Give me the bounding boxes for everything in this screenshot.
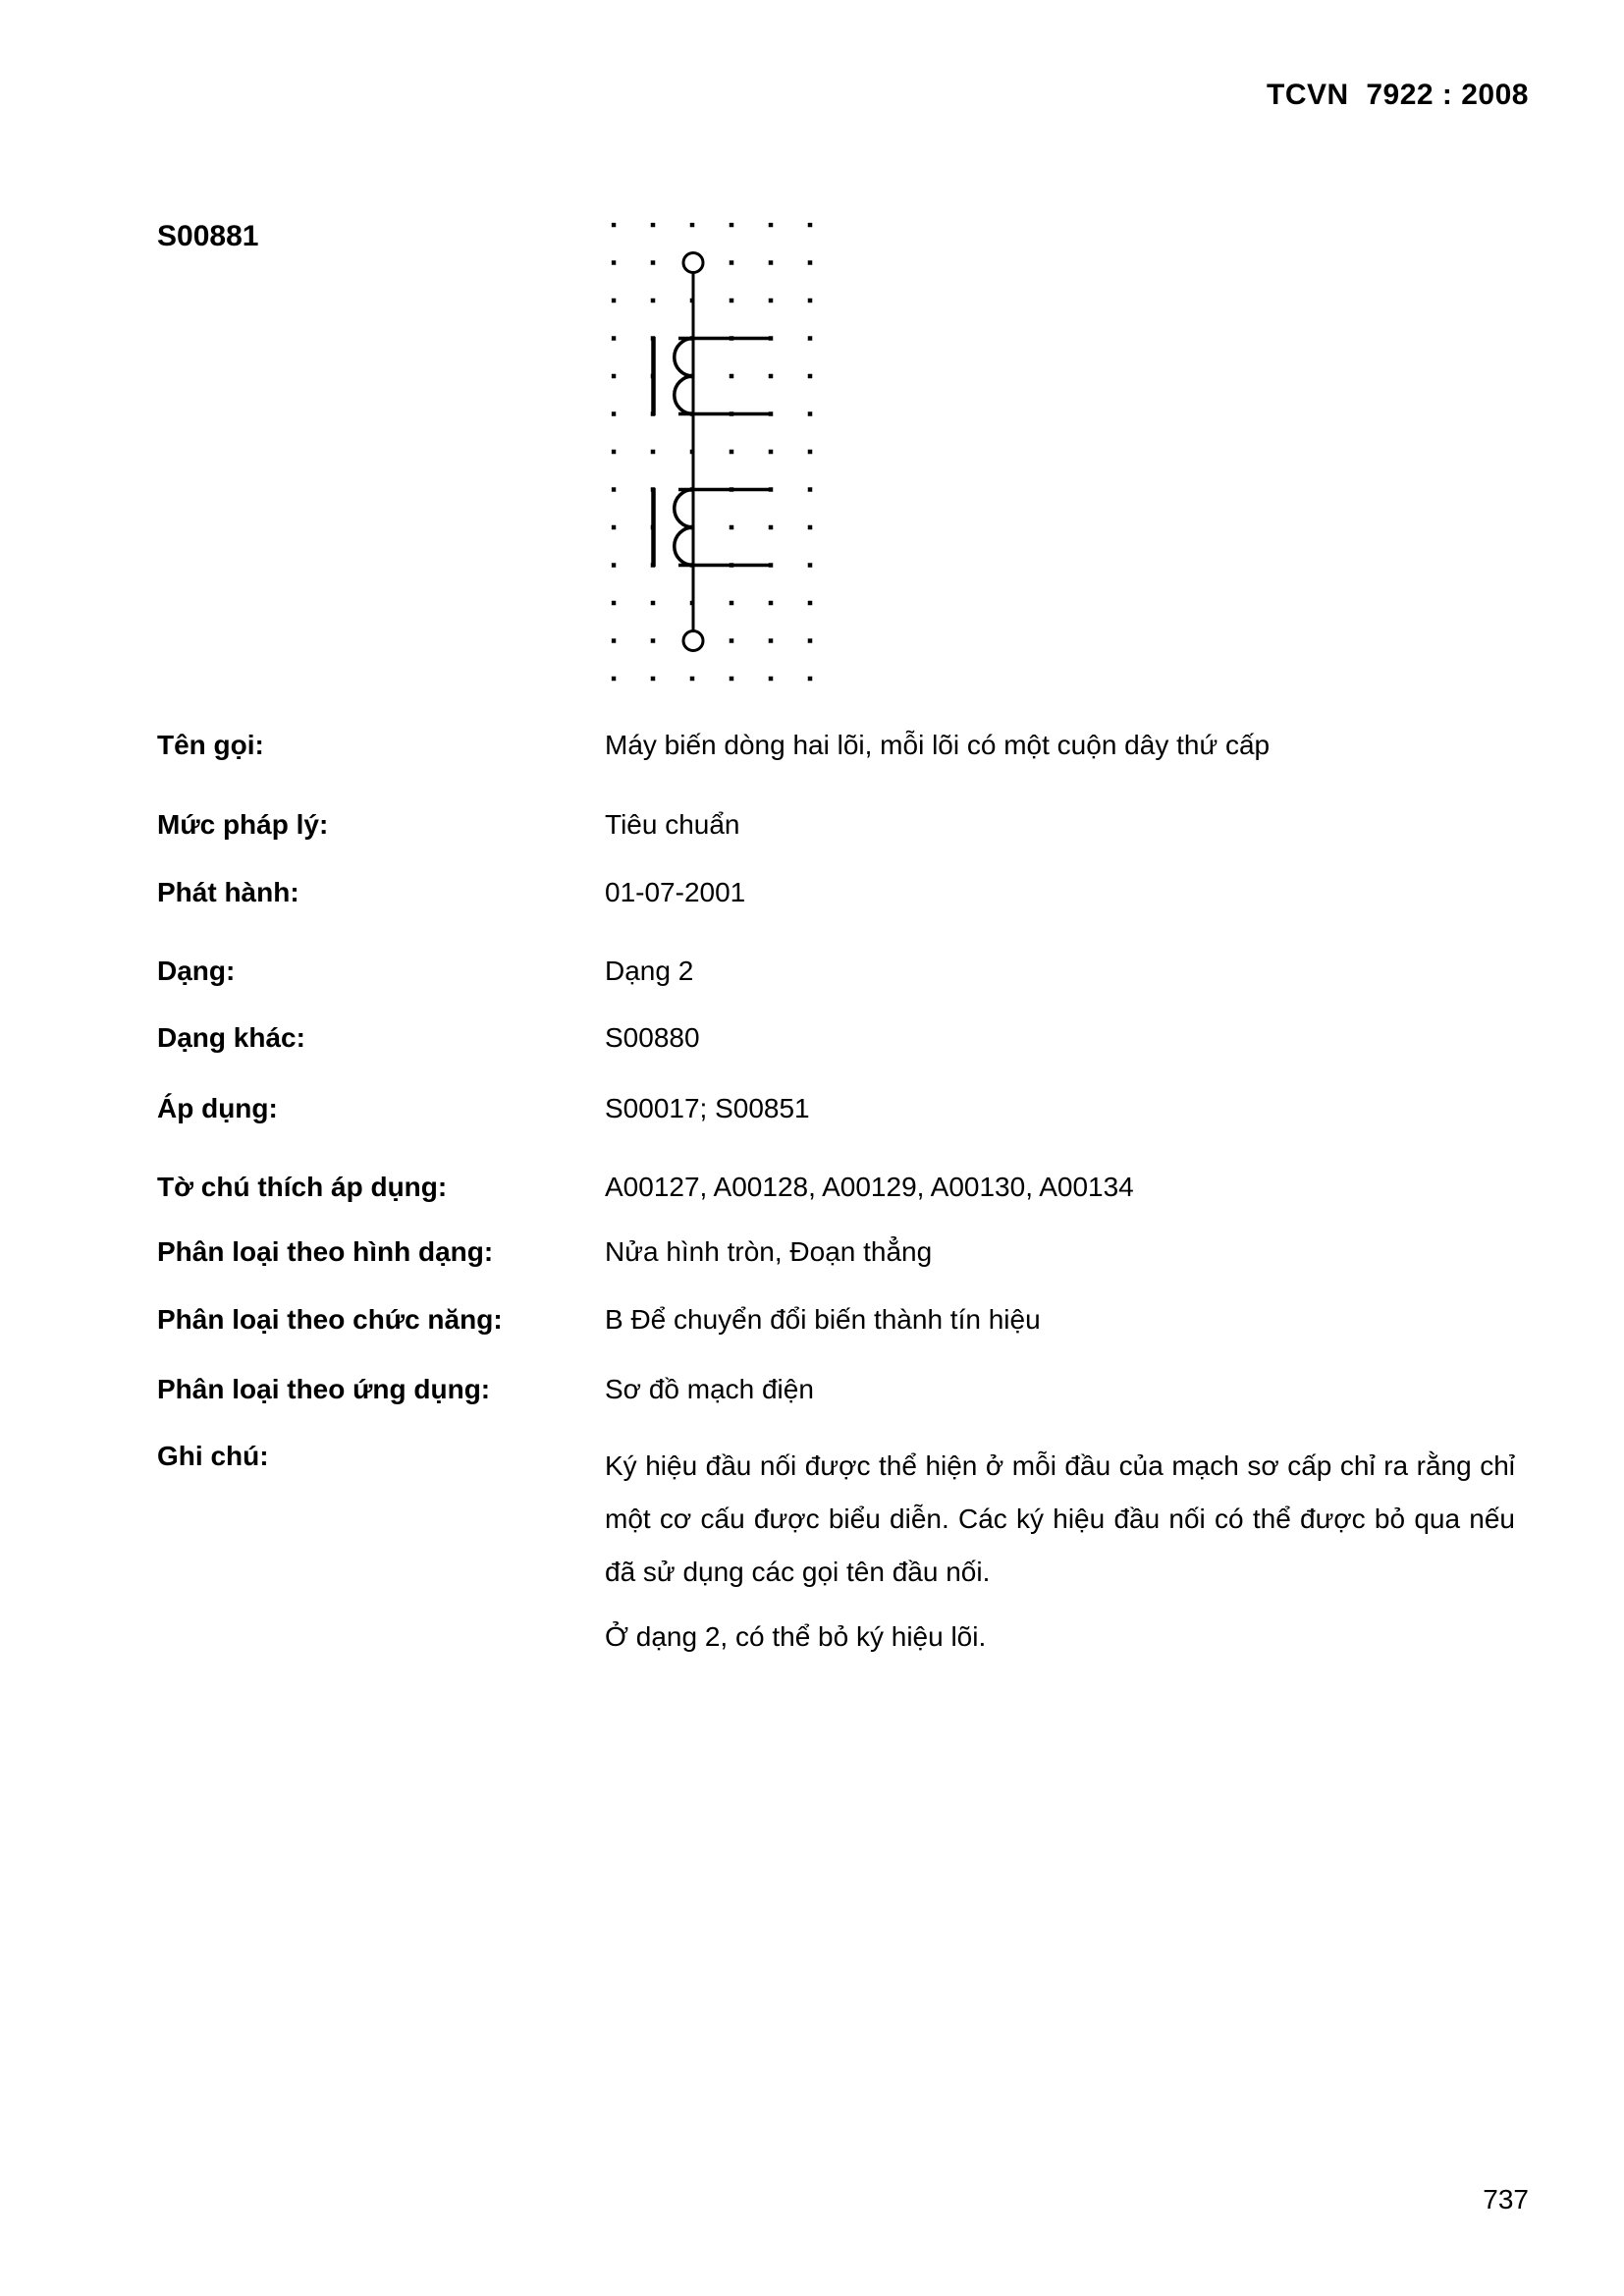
- field-label: Mức pháp lý:: [157, 809, 329, 840]
- field-value: Nửa hình tròn, Đoạn thẳng: [605, 1236, 933, 1267]
- field-value: S00880: [605, 1022, 700, 1053]
- field-label: Dạng:: [157, 956, 236, 986]
- field-label: Phân loại theo chức năng:: [157, 1304, 503, 1335]
- field-row-to-chu-thich: [157, 1171, 1515, 1204]
- field-label: Tên gọi:: [157, 730, 264, 760]
- field-value: Dạng 2: [605, 956, 694, 986]
- field-row-phan-loai-chuc-nang: [157, 1303, 1515, 1337]
- field-label: Phát hành:: [157, 877, 299, 907]
- dot-grid: [612, 223, 813, 682]
- note-paragraph-2: Ở dạng 2, có thể bỏ ký hiệu lõi.: [605, 1621, 987, 1652]
- field-value: A00127, A00128, A00129, A00130, A00134: [605, 1172, 1134, 1202]
- terminal-circle-bottom: [683, 631, 703, 651]
- field-value: 01-07-2001: [605, 877, 746, 907]
- terminal-circle-top: [683, 253, 703, 273]
- field-row-dang: [157, 955, 1515, 988]
- field-row-muc-phap-ly: [157, 808, 1515, 842]
- field-label: Áp dụng:: [157, 1093, 278, 1123]
- field-label: Dạng khác:: [157, 1022, 305, 1053]
- standard-code-header: TCVN 7922 : 2008: [1267, 79, 1529, 111]
- field-value: B Để chuyển đổi biến thành tín hiệu: [605, 1304, 1041, 1335]
- field-row-phan-loai-ung-dung: [157, 1373, 1515, 1406]
- field-row-phat-hanh: [157, 876, 1515, 909]
- field-value: S00017; S00851: [605, 1093, 810, 1123]
- field-row-dang-khac: [157, 1021, 1515, 1055]
- field-label: Ghi chú:: [157, 1441, 269, 1471]
- current-transformer-symbol-diagram: [550, 177, 884, 707]
- field-value: [605, 1440, 1515, 1664]
- field-row-phan-loai-hinh-dang: [157, 1235, 1515, 1269]
- field-value: Máy biến dòng hai lõi, mỗi lõi có một cuộn dây thứ cấp: [605, 730, 1271, 760]
- field-row-ten-goi: [157, 729, 1515, 762]
- field-label: Phân loại theo ứng dụng:: [157, 1374, 491, 1404]
- note-paragraph-1: Ký hiệu đầu nối được thể hiện ở mỗi đầu của mạch sơ cấp chỉ ra rằng chỉ một cơ cấu được biểu diễn. Các ký hiệu đầu nối có thể được bỏ qua nếu đã sử dụng các gọi tên đầu nối.: [605, 1450, 1515, 1587]
- field-row-ghi-chu: [157, 1440, 1515, 1664]
- field-row-ap-dung: [157, 1092, 1515, 1125]
- field-value: Sơ đồ mạch điện: [605, 1374, 814, 1404]
- field-value: Tiêu chuẩn: [605, 809, 740, 840]
- field-label: Phân loại theo hình dạng:: [157, 1236, 494, 1267]
- page-number: 737: [1483, 2184, 1529, 2214]
- field-label: Tờ chú thích áp dụng:: [157, 1172, 448, 1202]
- symbol-id: S00881: [157, 220, 259, 252]
